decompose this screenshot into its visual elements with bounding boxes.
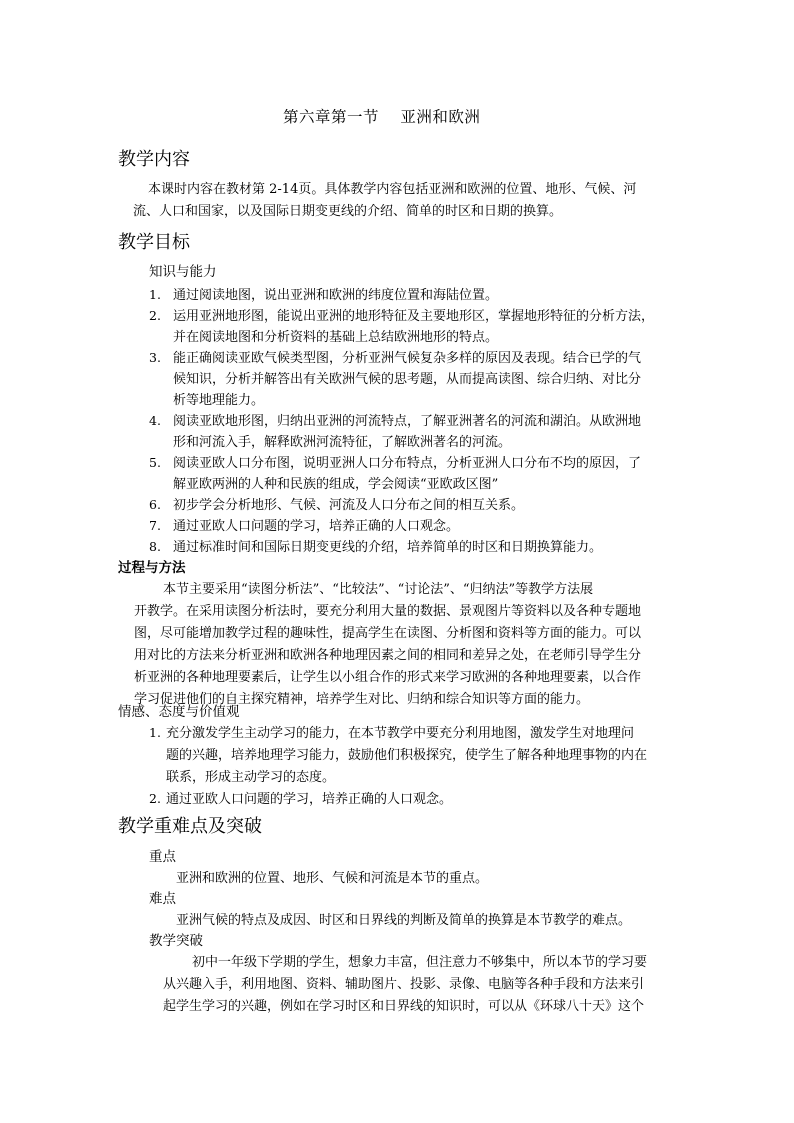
subheading-attitude: 情感、态度与价值观 — [118, 704, 240, 720]
list-item-line: 通过标准时间和国际日期变更线的介绍，培养简单的时区和日期换算能力。 — [173, 540, 603, 555]
list-item-line: 初步学会分析地形、气候、河流及人口分布之间的相互关系。 — [173, 498, 525, 513]
list-item-line: 能正确阅读亚欧气候类型图，分析亚洲气候复杂多样的原因及表现。结合已学的气 — [173, 351, 642, 366]
process-line-5: 析亚洲的各种地理要素后，让学生以小组合作的形式来学习欧洲的各种地理要素，以合作 — [134, 670, 642, 685]
section-heading-key: 教学重难点及突破 — [118, 816, 262, 837]
list-item-number: 3. — [149, 350, 161, 365]
process-line-6: 学习促进他们的自主探究精神，培养学生对比、归纳和综合知识等方面的能力。 — [134, 692, 590, 707]
page-title: 第六章第一节 亚洲和欧洲 — [283, 108, 481, 126]
list-item-line: 形和河流入手，解释欧洲河流特征，了解欧洲著名的河流。 — [173, 435, 512, 450]
content-line-2: 流、人口和国家，以及国际日期变更线的介绍、简单的时区和日期的换算。 — [133, 204, 563, 219]
section-heading-content: 教学内容 — [118, 149, 190, 170]
process-line-2: 开教学。在采用读图分析法时，要充分利用大量的数据、景观图片等资料以及各种专题地 — [134, 604, 642, 619]
process-line-3: 图，尽可能增加教学过程的趣味性，提高学生在读图、分析图和资料等方面的能力。可以 — [134, 626, 642, 641]
list-item-number: 1. — [149, 287, 161, 302]
list-item-line: 运用亚洲地形图，能说出亚洲的地形特征及主要地形区，掌握地形特征的分析方法， — [173, 309, 655, 324]
list-item-line: 解亚欧两洲的人种和民族的组成，学会阅读“亚欧政区图” — [173, 477, 499, 492]
subheading-key-point: 重点 — [149, 849, 176, 865]
list-item-number: 5. — [149, 455, 161, 470]
list-item-number: 1. — [149, 725, 161, 740]
process-line-4: 用对比的方法来分析亚洲和欧洲各种地理因素之间的相同和差异之处，在老师引导学生分 — [134, 648, 642, 663]
section-heading-goals: 教学目标 — [118, 232, 190, 253]
subheading-breakthrough: 教学突破 — [149, 933, 203, 949]
breakthrough-line-3: 起学生学习的兴趣，例如在学习时区和日界线的知识时，可以从《环球八十天》这个 — [163, 999, 645, 1014]
list-item-number: 4. — [149, 413, 161, 428]
list-item-number: 7. — [149, 518, 161, 533]
key-point-text: 亚洲和欧洲的位置、地形、气候和河流是本节的重点。 — [176, 871, 489, 886]
list-item-line: 通过阅读地图，说出亚洲和欧洲的纬度位置和海陆位置。 — [173, 288, 499, 303]
list-item-line: 题的兴趣，培养地理学习能力，鼓励他们积极探究，使学生了解各种地理事物的内在 — [166, 748, 648, 763]
list-item-line: 析等地理能力。 — [173, 393, 265, 408]
list-item-line: 通过亚欧人口问题的学习，培养正确的人口观念。 — [173, 519, 460, 534]
breakthrough-line-1: 初中一年级下学期的学生，想象力丰富，但注意力不够集中，所以本节的学习要 — [192, 955, 648, 970]
list-item-line: 充分激发学生主动学习的能力，在本节教学中要充分利用地图，激发学生对地理问 — [166, 726, 635, 741]
list-item-number: 6. — [149, 497, 161, 512]
list-item-line: 阅读亚欧人口分布图，说明亚洲人口分布特点，分析亚洲人口分布不均的原因，了 — [173, 456, 642, 471]
subheading-knowledge: 知识与能力 — [149, 264, 217, 280]
list-item-line: 联系，形成主动学习的态度。 — [166, 770, 336, 785]
list-item-number: 8. — [149, 539, 161, 554]
difficult-point-text: 亚洲气候的特点及成因、时区和日界线的判断及简单的换算是本节教学的难点。 — [176, 913, 632, 928]
process-line-1: 本节主要采用“读图分析法”、“比较法”、“讨论法”、“归纳法”等教学方法展 — [163, 582, 594, 597]
list-item-line: 候知识，分析并解答出有关欧洲气候的思考题，从而提高读图、综合归纳、对比分 — [173, 372, 642, 387]
list-item-line: 并在阅读地图和分析资料的基础上总结欧洲地形的特点。 — [173, 330, 499, 345]
subheading-difficult-point: 难点 — [149, 891, 176, 907]
list-item-line: 阅读亚欧地形图，归纳出亚洲的河流特点，了解亚洲著名的河流和湖泊。从欧洲地 — [173, 414, 642, 429]
list-item-number: 2. — [149, 791, 161, 806]
list-item-line: 通过亚欧人口问题的学习，培养正确的人口观念。 — [166, 792, 453, 807]
subheading-process: 过程与方法 — [118, 560, 186, 576]
list-item-number: 2. — [149, 308, 161, 323]
content-line-1: 本课时内容在教材第 2-14页。具体教学内容包括亚洲和欧洲的位置、地形、气候、河 — [148, 182, 637, 197]
breakthrough-line-2: 从兴趣入手，利用地图、资料、辅助图片、投影、录像、电脑等各种手段和方法来引 — [163, 977, 645, 992]
